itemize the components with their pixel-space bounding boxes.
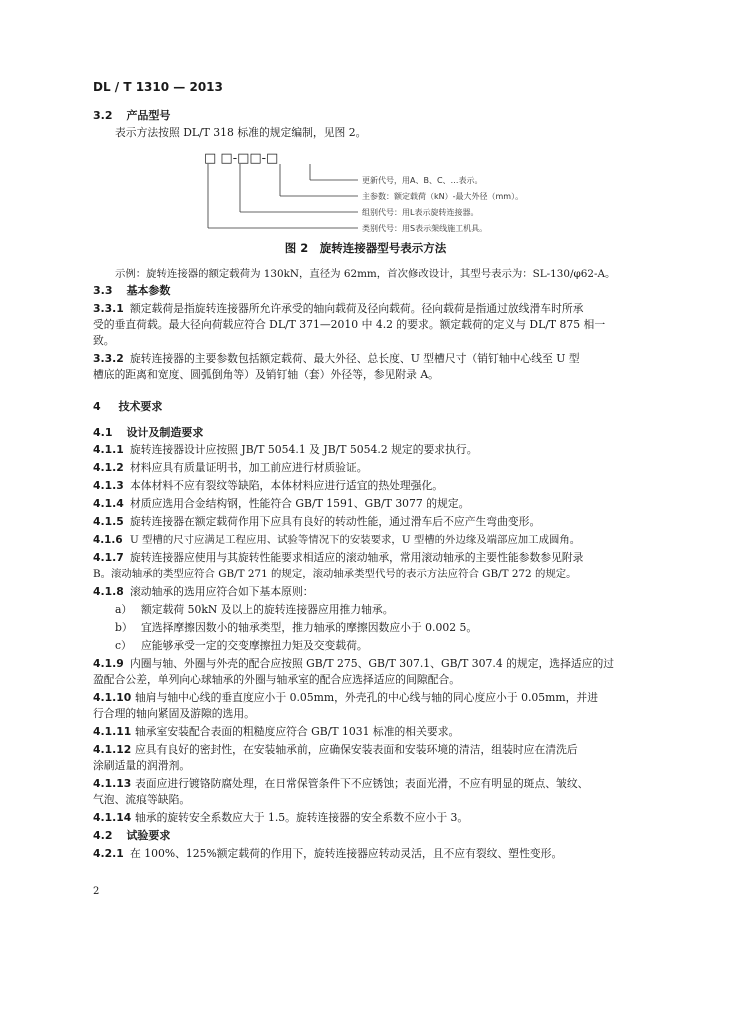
section-4-2-heading: 4.2 试验要求: [93, 829, 171, 842]
section-3-3-heading: 3.3 基本参数: [93, 284, 171, 297]
item-4-1-2: 4.1.2 材料应具有质量证明书，加工前应进行材质验证。: [93, 461, 368, 474]
paragraph-3-3-1-line-2: 受的垂直荷载。最大径向荷载应符合 DL/T 371—2010 中 4.2 的要求。额定载荷的定义与 DL/T 875 相一: [93, 318, 606, 331]
item-4-1-6: 4.1.6 U 型槽的尺寸应满足工程应用、试验等情况下的安装要求，U 型槽的外边缘及端部应加工成圆角。: [93, 534, 581, 546]
sub-item-c: c） 应能够承受一定的交变摩擦扭力矩及交变载荷。: [115, 639, 368, 652]
paragraph-4-1-9-line-2: 盈配合公差，单列向心球轴承的外圈与轴承室的配合应选择适应的间隙配合。: [93, 673, 461, 686]
diagram-label-category-code: 类别代号：用S表示架线施工机具。: [362, 224, 488, 232]
figure-2-caption: 图 2 旋转连接器型号表示方法: [284, 241, 447, 255]
diagram-label-main-parameter: 主参数：额定载荷（kN）-最大外径（mm）。: [362, 192, 524, 201]
section-3-2-paragraph: 表示方法按照 DL/T 318 标准的规定编制，见图 2。: [115, 126, 367, 139]
paragraph-4-1-11: 4.1.11 轴承室安装配合表面的粗糙度应符合 GB/T 1031 标准的相关要求。: [93, 725, 460, 738]
paragraph-3-3-1-line-3: 致。: [93, 334, 115, 347]
section-4-heading: 4 技术要求: [93, 400, 163, 413]
paragraph-4-1-8: 4.1.8 滚动轴承的选用应符合如下基本原则：: [93, 585, 314, 598]
model-example: 示例：旋转连接器的额定载荷为 130kN，直径为 62mm，首次修改设计，其型号表示为：SL-130/φ62-A。: [115, 268, 616, 280]
paragraph-4-1-7-line-2: B。滚动轴承的类型应符合 GB/T 271 的规定，滚动轴承类型代号的表示方法应符合 GB/T 272 的规定。: [93, 568, 577, 580]
diagram-label-group-code: 组别代号：用L表示旋转连接器。: [362, 208, 479, 217]
paragraph-4-1-13-line-1: 4.1.13 表面应进行镀铬防腐处理，在日常保管条件下不应锈蚀；表面光滑，不应有明显的斑点、皱纹、: [93, 777, 589, 790]
paragraph-3-3-2-line-1: 3.3.2 旋转连接器的主要参数包括额定载荷、最大外径、总长度、U 型槽尺寸（销钉轴中心线至 U 型: [93, 352, 580, 365]
section-3-2-heading: 3.2 产品型号: [93, 109, 171, 122]
paragraph-4-1-12-line-1: 4.1.12 应具有良好的密封性，在安装轴承前，应确保安装表面和安装环境的清洁，组装时应在清洗后: [93, 743, 578, 756]
sub-item-b: b） 宜选择摩擦因数小的轴承类型，推力轴承的摩擦因数应小于 0.002 5。: [115, 621, 478, 634]
paragraph-3-3-2-line-2: 槽底的距离和宽度、圆弧倒角等）及销钉轴（套）外径等，参见附录 A。: [93, 368, 439, 381]
paragraph-3-3-1-line-1: 3.3.1 额定载荷是指旋转连接器所允许承受的轴向载荷及径向载荷。径向载荷是指通过放线滑车时所承: [93, 302, 584, 315]
paragraph-4-1-10-line-2: 行合理的轴向紧固及游隙的选用。: [93, 707, 255, 720]
model-designation-diagram: [200, 150, 530, 232]
paragraph-4-2-1: 4.2.1 在 100%、125%额定载荷的作用下，旋转连接器应转动灵活，且不应有裂纹、塑性变形。: [93, 847, 563, 860]
item-4-1-3: 4.1.3 本体材料不应有裂纹等缺陷，本体材料应进行适宜的热处理强化。: [93, 479, 444, 492]
page-number: 2: [93, 886, 100, 897]
paragraph-4-1-10-line-1: 4.1.10 轴肩与轴中心线的垂直度应小于 0.05mm，外壳孔的中心线与轴的同心度应小于 0.05mm，并进: [93, 691, 598, 704]
item-4-1-1: 4.1.1 旋转连接器设计应按照 JB/T 5054.1 及 JB/T 5054.2 规定的要求执行。: [93, 443, 478, 456]
section-4-1-heading: 4.1 设计及制造要求: [93, 426, 204, 439]
paragraph-4-1-7-line-1: 4.1.7 旋转连接器应使用与其旋转性能要求相适应的滚动轴承，常用滚动轴承的主要性能参数参见附录: [93, 551, 584, 564]
item-4-1-4: 4.1.4 材质应选用合金结构钢，性能符合 GB/T 1591、GB/T 3077 的规定。: [93, 497, 470, 510]
paragraph-4-1-14: 4.1.14 轴承的旋转安全系数应大于 1.5。旋转连接器的安全系数不应小于 3。: [93, 811, 469, 824]
standard-code-header: DL / T 1310 — 2013: [93, 80, 223, 94]
diagram-label-update-code: 更新代号，用A、B、C、…表示。: [362, 176, 483, 185]
model-symbol: □ □-□□-□: [204, 151, 279, 166]
item-4-1-5: 4.1.5 旋转连接器在额定载荷作用下应具有良好的转动性能，通过滑车后不应产生弯曲变形。: [93, 515, 541, 528]
paragraph-4-1-9-line-1: 4.1.9 内圈与轴、外圈与外壳的配合应按照 GB/T 275、GB/T 307.1、GB/T 307.4 的规定，选择适应的过: [93, 657, 615, 670]
paragraph-4-1-13-line-2: 气泡、流痕等缺陷。: [93, 793, 191, 806]
paragraph-4-1-12-line-2: 涂刷适量的润滑剂。: [93, 759, 191, 772]
sub-item-a: a） 额定载荷 50kN 及以上的旋转连接器应用推力轴承。: [115, 603, 394, 616]
